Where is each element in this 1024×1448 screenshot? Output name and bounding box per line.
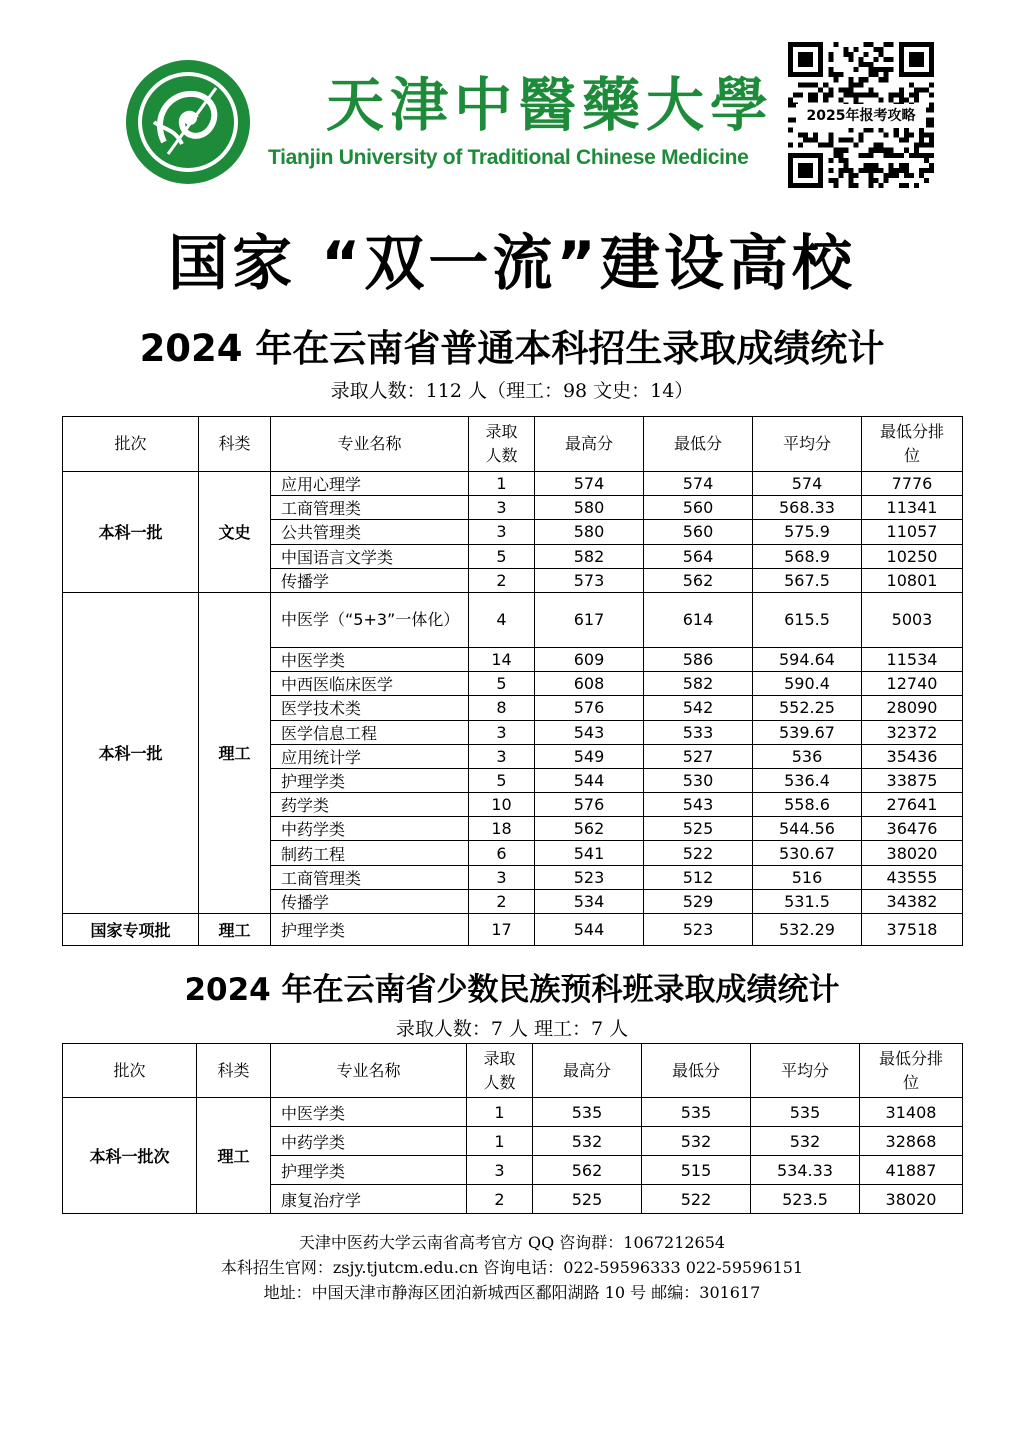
min-score-cell: 533: [644, 720, 753, 744]
count-cell: 1: [469, 472, 535, 496]
section2-title: 2024 年在云南省少数民族预科班录取成绩统计: [184, 972, 840, 1008]
min-score-cell: 515: [642, 1156, 751, 1185]
rank-cell: 28090: [862, 696, 963, 720]
min-score-cell: 527: [644, 744, 753, 768]
count-cell: 5: [469, 768, 535, 792]
min-score-cell: 586: [644, 647, 753, 671]
min-score-cell: 542: [644, 696, 753, 720]
max-score-cell: 574: [535, 472, 644, 496]
preparatory-class-table: [62, 1043, 963, 1214]
max-score-cell: 576: [535, 696, 644, 720]
category-cell: 文史: [199, 472, 271, 593]
avg-score-cell: 615.5: [753, 592, 862, 647]
major-cell: 中西医临床医学: [271, 672, 469, 696]
avg-score-cell: 535: [751, 1098, 860, 1127]
avg-score-cell: 523.5: [751, 1185, 860, 1214]
rank-cell: 43555: [862, 865, 963, 889]
avg-score-cell: 536.4: [753, 768, 862, 792]
min-score-cell: 535: [642, 1098, 751, 1127]
avg-score-cell: 532: [751, 1127, 860, 1156]
min-score-cell: 543: [644, 793, 753, 817]
rank-cell: 32372: [862, 720, 963, 744]
avg-score-cell: 544.56: [753, 817, 862, 841]
major-cell: 护理学类: [271, 914, 469, 946]
major-cell: 应用心理学: [271, 472, 469, 496]
avg-score-cell: 532.29: [753, 914, 862, 946]
min-score-cell: 562: [644, 568, 753, 592]
min-score-cell: 560: [644, 520, 753, 544]
max-score-cell: 580: [535, 496, 644, 520]
count-cell: 1: [467, 1127, 533, 1156]
university-seal-logo: [124, 58, 252, 186]
header-major: 专业名称: [271, 417, 469, 472]
rank-cell: 41887: [860, 1156, 963, 1185]
count-cell: 3: [469, 520, 535, 544]
min-score-cell: 614: [644, 592, 753, 647]
major-cell: 应用统计学: [271, 744, 469, 768]
header-rank: 最低分排位: [862, 417, 963, 472]
min-score-cell: 574: [644, 472, 753, 496]
category-cell: 理工: [199, 914, 271, 946]
header-count: 录取人数: [467, 1044, 533, 1098]
max-score-cell: 562: [533, 1156, 642, 1185]
count-cell: 6: [469, 841, 535, 865]
table-row: [63, 914, 963, 946]
count-cell: 2: [469, 568, 535, 592]
max-score-cell: 582: [535, 544, 644, 568]
university-chinese-name: 天津中醫藥大學: [326, 71, 775, 139]
footer-website-phone: 本科招生官网：zsjy.tjutcm.edu.cn 咨询电话：022-59596333 022-59596151: [220, 1258, 804, 1277]
min-score-cell: 523: [644, 914, 753, 946]
batch-cell: 本科一批次: [63, 1098, 197, 1214]
rank-cell: 11534: [862, 647, 963, 671]
avg-score-cell: 539.67: [753, 720, 862, 744]
footer-address: 地址：中国天津市静海区团泊新城西区鄱阳湖路 10 号 邮编：301617: [263, 1283, 761, 1302]
major-cell: 公共管理类: [271, 520, 469, 544]
avg-score-cell: 590.4: [753, 672, 862, 696]
major-cell: 中医学（“5+3”一体化）: [271, 592, 469, 647]
min-score-cell: 522: [642, 1185, 751, 1214]
rank-cell: 36476: [862, 817, 963, 841]
major-cell: 药学类: [271, 793, 469, 817]
rank-cell: 38020: [860, 1185, 963, 1214]
header-category: 科类: [199, 417, 271, 472]
header-max: 最高分: [533, 1044, 642, 1098]
avg-score-cell: 552.25: [753, 696, 862, 720]
count-cell: 3: [469, 720, 535, 744]
header-category: 科类: [197, 1044, 271, 1098]
count-cell: 14: [469, 647, 535, 671]
admission-score-table: [62, 416, 963, 946]
major-cell: 中医学类: [271, 647, 469, 671]
avg-score-cell: 516: [753, 865, 862, 889]
major-cell: 中药学类: [271, 817, 469, 841]
avg-score-cell: 574: [753, 472, 862, 496]
max-score-cell: 535: [533, 1098, 642, 1127]
section1-title: 2024 年在云南省普通本科招生录取成绩统计: [139, 327, 885, 370]
major-cell: 护理学类: [271, 1156, 467, 1185]
table-row: [63, 1098, 963, 1127]
avg-score-cell: 536: [753, 744, 862, 768]
rank-cell: 33875: [862, 768, 963, 792]
header-major: 专业名称: [271, 1044, 467, 1098]
header-batch: 批次: [63, 1044, 197, 1098]
max-score-cell: 523: [535, 865, 644, 889]
major-cell: 制药工程: [271, 841, 469, 865]
header-min: 最低分: [642, 1044, 751, 1098]
major-cell: 工商管理类: [271, 496, 469, 520]
rank-cell: 32868: [860, 1127, 963, 1156]
max-score-cell: 534: [535, 889, 644, 913]
major-cell: 工商管理类: [271, 865, 469, 889]
count-cell: 3: [469, 496, 535, 520]
min-score-cell: 564: [644, 544, 753, 568]
count-cell: 1: [467, 1098, 533, 1127]
major-cell: 传播学: [271, 889, 469, 913]
header-max: 最高分: [535, 417, 644, 472]
count-cell: 18: [469, 817, 535, 841]
max-score-cell: 543: [535, 720, 644, 744]
rank-cell: 35436: [862, 744, 963, 768]
max-score-cell: 549: [535, 744, 644, 768]
count-cell: 3: [469, 865, 535, 889]
rank-cell: 10801: [862, 568, 963, 592]
header-avg: 平均分: [751, 1044, 860, 1098]
page-header: [0, 0, 1024, 200]
max-score-cell: 562: [535, 817, 644, 841]
rank-cell: 7776: [862, 472, 963, 496]
major-cell: 护理学类: [271, 768, 469, 792]
avg-score-cell: 534.33: [751, 1156, 860, 1185]
max-score-cell: 532: [533, 1127, 642, 1156]
major-cell: 医学信息工程: [271, 720, 469, 744]
category-cell: 理工: [199, 592, 271, 913]
min-score-cell: 525: [644, 817, 753, 841]
max-score-cell: 617: [535, 592, 644, 647]
min-score-cell: 530: [644, 768, 753, 792]
min-score-cell: 560: [644, 496, 753, 520]
qr-code-label: 2025年报考攻略: [796, 104, 926, 128]
max-score-cell: 608: [535, 672, 644, 696]
max-score-cell: 609: [535, 647, 644, 671]
count-cell: 4: [469, 592, 535, 647]
rank-cell: 5003: [862, 592, 963, 647]
major-cell: 传播学: [271, 568, 469, 592]
header-count: 录取人数: [469, 417, 535, 472]
major-cell: 康复治疗学: [271, 1185, 467, 1214]
max-score-cell: 576: [535, 793, 644, 817]
table-row: [63, 592, 963, 647]
rank-cell: 11057: [862, 520, 963, 544]
avg-score-cell: 568.9: [753, 544, 862, 568]
min-score-cell: 529: [644, 889, 753, 913]
rank-cell: 38020: [862, 841, 963, 865]
avg-score-cell: 558.6: [753, 793, 862, 817]
rank-cell: 12740: [862, 672, 963, 696]
avg-score-cell: 531.5: [753, 889, 862, 913]
min-score-cell: 582: [644, 672, 753, 696]
major-cell: 中国语言文学类: [271, 544, 469, 568]
count-cell: 2: [467, 1185, 533, 1214]
count-cell: 17: [469, 914, 535, 946]
min-score-cell: 532: [642, 1127, 751, 1156]
rank-cell: 31408: [860, 1098, 963, 1127]
university-english-name: Tianjin University of Traditional Chinese Medicine: [268, 146, 749, 169]
slogan-heading: 国家 “双一流”建设高校: [168, 229, 856, 299]
section2-summary: 录取人数：7 人 理工：7 人: [395, 1018, 629, 1040]
section1-summary: 录取人数：112 人（理工：98 文史：14）: [330, 380, 694, 402]
footer-qq-group: 天津中医药大学云南省高考官方 QQ 咨询群：1067212654: [298, 1233, 726, 1252]
avg-score-cell: 575.9: [753, 520, 862, 544]
count-cell: 2: [469, 889, 535, 913]
batch-cell: 国家专项批: [63, 914, 199, 946]
max-score-cell: 525: [533, 1185, 642, 1214]
rank-cell: 37518: [862, 914, 963, 946]
count-cell: 5: [469, 544, 535, 568]
min-score-cell: 512: [644, 865, 753, 889]
count-cell: 5: [469, 672, 535, 696]
max-score-cell: 544: [535, 914, 644, 946]
max-score-cell: 573: [535, 568, 644, 592]
rank-cell: 10250: [862, 544, 963, 568]
major-cell: 中医学类: [271, 1098, 467, 1127]
table-row: [63, 472, 963, 496]
rank-cell: 11341: [862, 496, 963, 520]
table-header-row: [63, 1044, 963, 1098]
batch-cell: 本科一批: [63, 592, 199, 913]
header-rank: 最低分排位: [860, 1044, 963, 1098]
count-cell: 10: [469, 793, 535, 817]
max-score-cell: 580: [535, 520, 644, 544]
table-header-row: [63, 417, 963, 472]
header-avg: 平均分: [753, 417, 862, 472]
avg-score-cell: 567.5: [753, 568, 862, 592]
max-score-cell: 544: [535, 768, 644, 792]
min-score-cell: 522: [644, 841, 753, 865]
batch-cell: 本科一批: [63, 472, 199, 593]
header-batch: 批次: [63, 417, 199, 472]
header-min: 最低分: [644, 417, 753, 472]
major-cell: 医学技术类: [271, 696, 469, 720]
rank-cell: 34382: [862, 889, 963, 913]
max-score-cell: 541: [535, 841, 644, 865]
major-cell: 中药学类: [271, 1127, 467, 1156]
avg-score-cell: 530.67: [753, 841, 862, 865]
count-cell: 8: [469, 696, 535, 720]
count-cell: 3: [469, 744, 535, 768]
rank-cell: 27641: [862, 793, 963, 817]
avg-score-cell: 568.33: [753, 496, 862, 520]
category-cell: 理工: [197, 1098, 271, 1214]
avg-score-cell: 594.64: [753, 647, 862, 671]
count-cell: 3: [467, 1156, 533, 1185]
